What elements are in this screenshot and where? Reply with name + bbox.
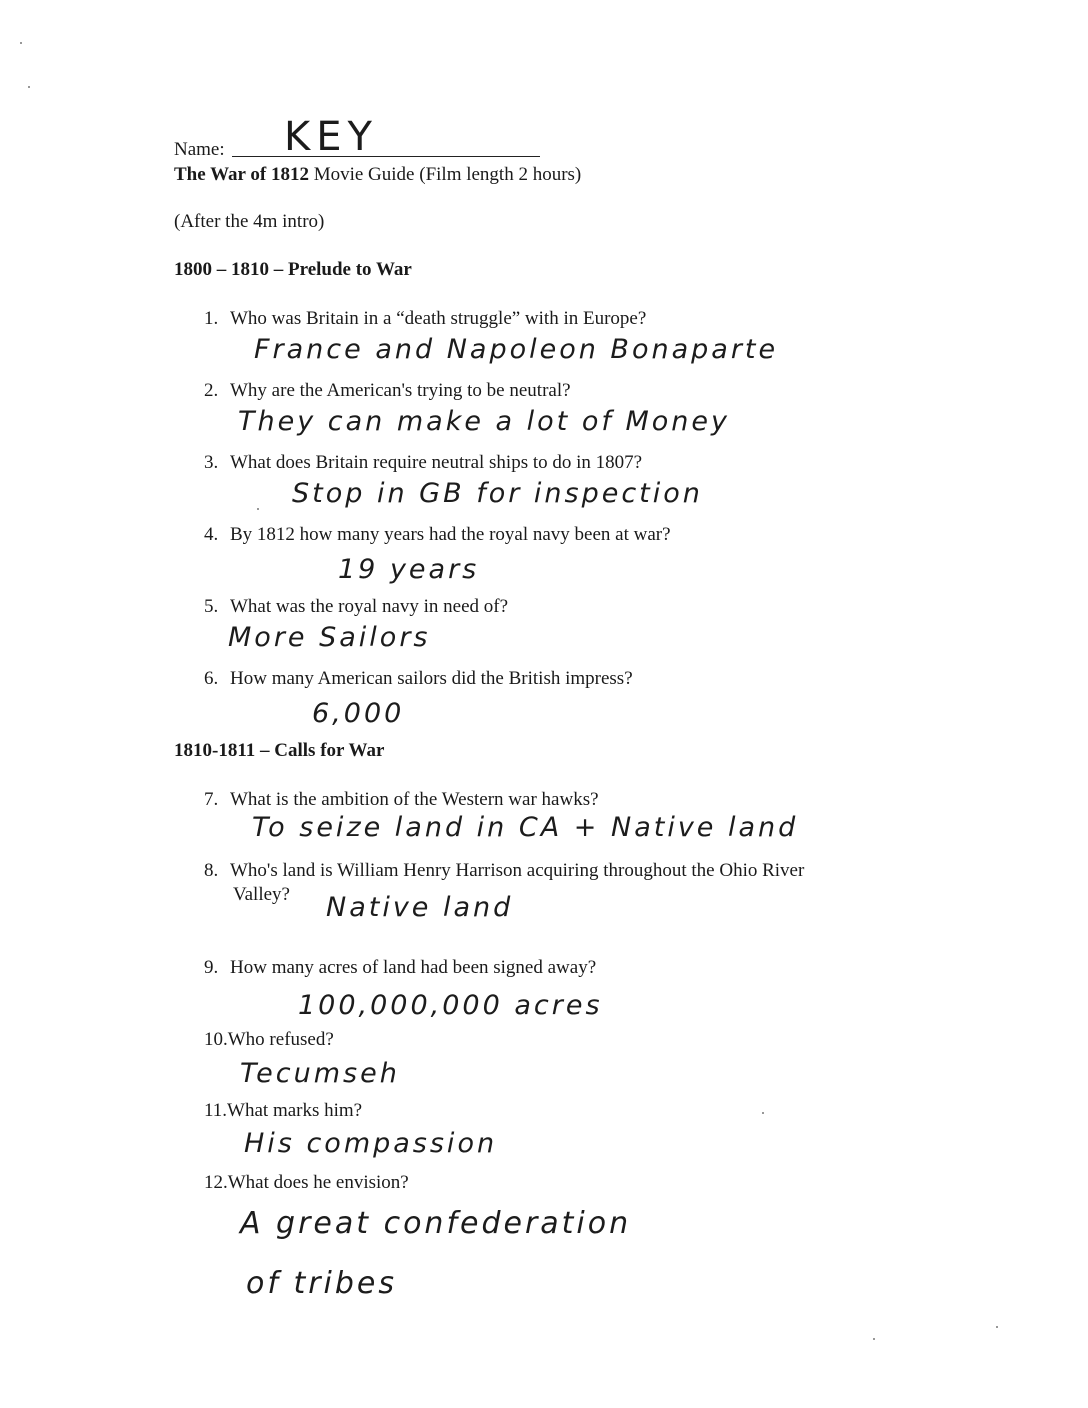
document-title	[174, 164, 581, 186]
question-number: 12.	[204, 1172, 228, 1193]
answer-8: Native land	[326, 892, 514, 923]
answer-1: France and Napoleon Bonaparte	[254, 334, 779, 365]
scan-speck	[873, 1338, 875, 1340]
question-4	[204, 524, 671, 546]
question-number: 2.	[204, 380, 219, 401]
question-number: 10.	[204, 1029, 228, 1050]
question-number: 4.	[204, 524, 219, 545]
question-5	[204, 596, 508, 618]
question-11	[204, 1100, 362, 1122]
answer-4: 19 years	[338, 554, 480, 585]
question-number: 8.	[204, 860, 219, 881]
question-12	[204, 1172, 409, 1194]
scan-speck	[762, 1112, 764, 1114]
question-number: 5.	[204, 596, 219, 617]
question-text: Who refused?	[227, 1029, 334, 1050]
scan-speck	[28, 86, 30, 88]
answer-11: His compassion	[244, 1128, 498, 1159]
question-number: 6.	[204, 668, 219, 689]
answer-7: To seize land in CA + Native land	[252, 812, 799, 843]
scan-speck	[996, 1326, 998, 1328]
question-text: How many acres of land had been signed away?	[230, 957, 597, 978]
answer-9: 100,000,000 acres	[298, 990, 603, 1021]
name-value: KEY	[284, 114, 378, 160]
question-8-continued: Valley?	[233, 884, 290, 905]
section-heading-calls: 1810-1811 – Calls for War	[174, 740, 385, 761]
question-text: What marks him?	[227, 1100, 363, 1121]
question-number: 9.	[204, 957, 219, 978]
question-2	[204, 380, 571, 402]
question-6	[204, 668, 633, 690]
answer-6: 6,000	[312, 698, 405, 729]
intro-note: (After the 4m intro)	[174, 211, 325, 232]
answer-3: Stop in GB for inspection	[292, 478, 703, 509]
title-rest: Movie Guide (Film length 2 hours)	[308, 164, 582, 185]
answer-12: A great confederation	[240, 1206, 632, 1241]
answer-2: They can make a lot of Money	[238, 406, 730, 437]
question-10	[204, 1029, 334, 1051]
question-8	[204, 860, 804, 882]
answer-5: More Sailors	[228, 622, 431, 653]
question-3	[204, 452, 642, 474]
scan-speck	[257, 508, 259, 510]
question-text: Why are the American's trying to be neutral?	[230, 380, 571, 401]
question-number: 11.	[204, 1100, 228, 1121]
question-number: 1.	[204, 308, 219, 329]
question-text: How many American sailors did the British impress?	[230, 668, 633, 689]
question-text: What does Britain require neutral ships to do in 1807?	[230, 452, 643, 473]
answer-12-continued: of tribes	[246, 1266, 398, 1301]
name-underline	[232, 156, 540, 157]
scan-speck	[20, 42, 22, 44]
question-number: 3.	[204, 452, 219, 473]
question-text: Who's land is William Henry Harrison acquiring throughout the Ohio River	[230, 860, 805, 881]
question-text: What does he envision?	[227, 1172, 409, 1193]
question-7	[204, 789, 599, 811]
question-text: Who was Britain in a “death struggle” with in Europe?	[230, 308, 647, 329]
question-text: By 1812 how many years had the royal navy been at war?	[230, 524, 671, 545]
question-9	[204, 957, 596, 979]
title-bold: The War of 1812	[174, 164, 309, 185]
answer-10: Tecumseh	[240, 1058, 400, 1089]
name-label: Name:	[174, 139, 225, 160]
question-number: 7.	[204, 789, 219, 810]
question-text: What is the ambition of the Western war hawks?	[230, 789, 599, 810]
question-text: What was the royal navy in need of?	[230, 596, 509, 617]
question-1	[204, 308, 646, 330]
section-heading-prelude: 1800 – 1810 – Prelude to War	[174, 259, 412, 280]
